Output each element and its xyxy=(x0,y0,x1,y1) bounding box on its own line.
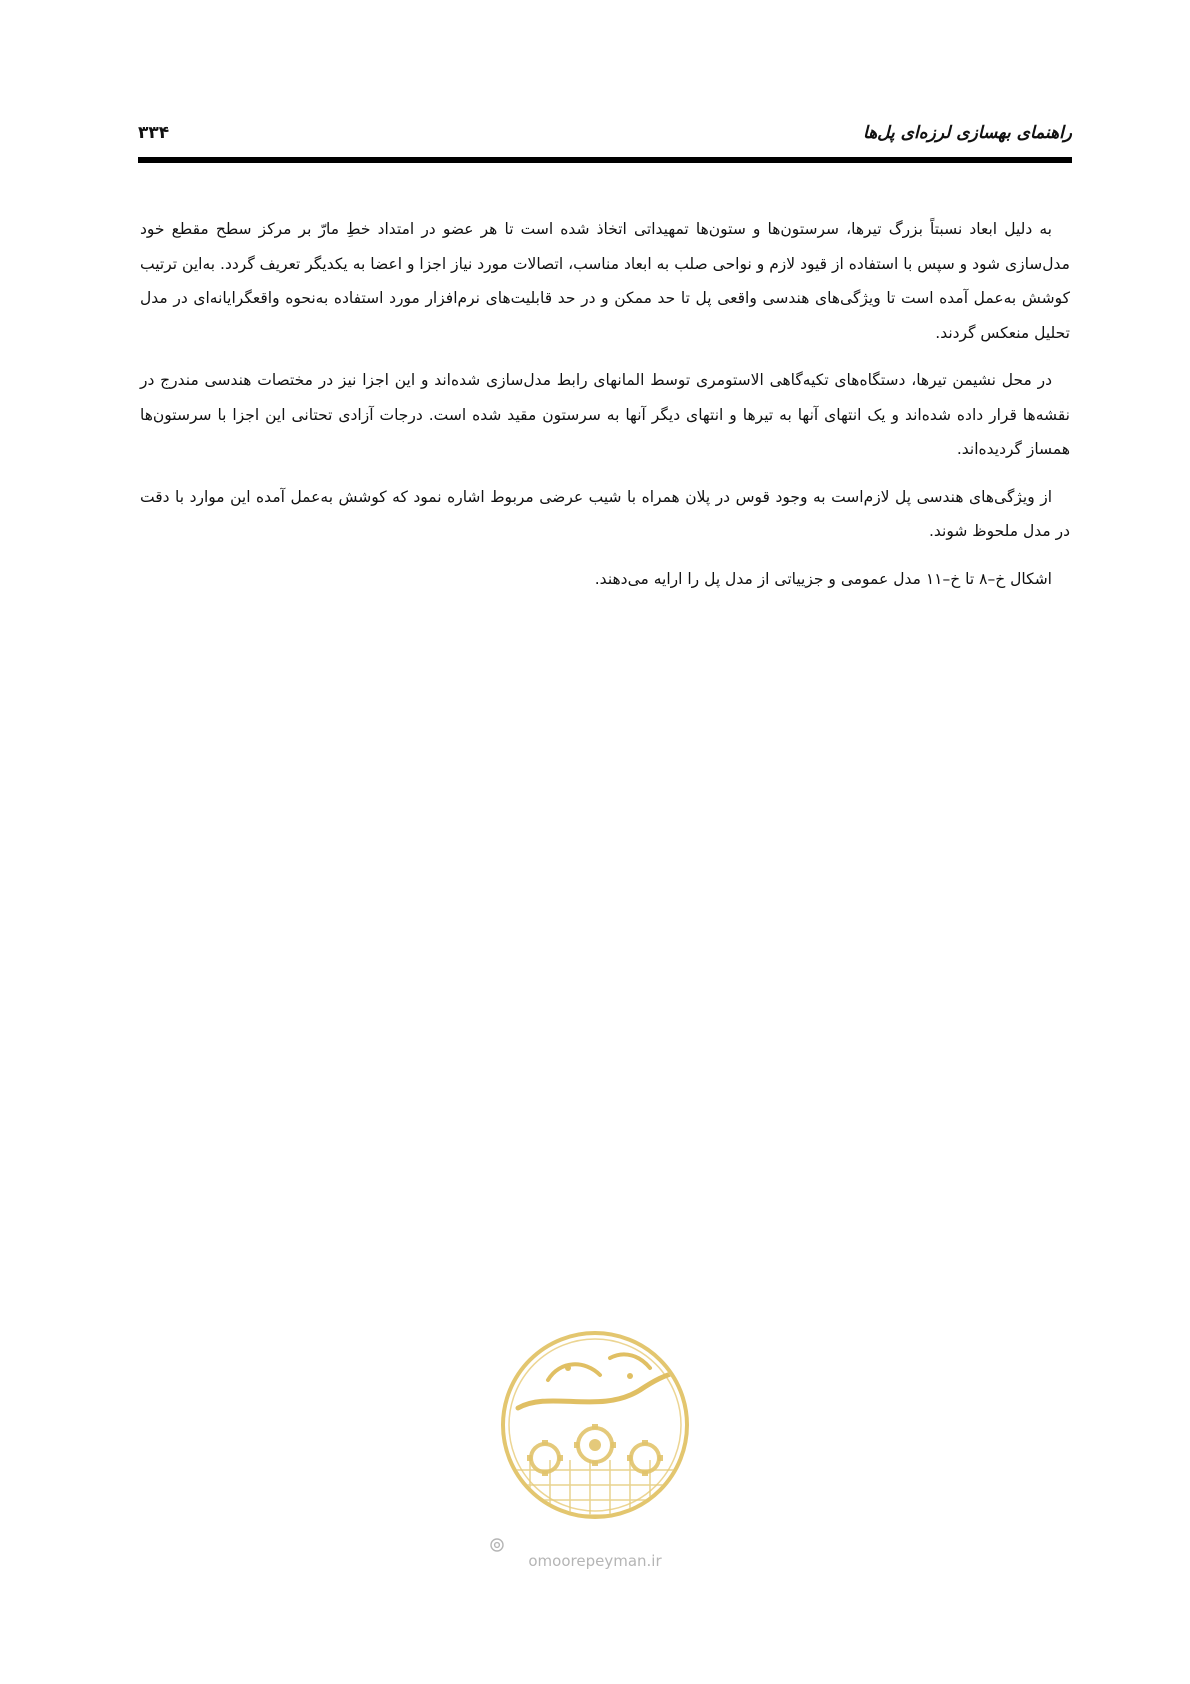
paragraph-1: به دلیل ابعاد نسبتاً بزرگ تیرها، سرستون‌ها و ستون‌ها تمهیداتی اتخاذ شده است تا هر عضو در امتداد خطِ مارّ بر مرکز سطح مقطع خود مدل‌سازی شود و سپس با استفاده از قیود لازم و نواحی صلب به ابعاد مناسب، اتصالات مورد نیاز اجزا و اعضا به یکدیگر تعریف گردد. به‌این ترتیب کوشش به‌عمل آمده است تا ویژگی‌های هندسی واقعی پل تا حد ممکن و در حد قابلیت‌های نرم‌افزار مورد استفاده به‌نحوه واقعگرایانه‌ای در مدل تحلیل منعکس گردند. xyxy=(140,220,1070,342)
watermark-logo xyxy=(490,1320,700,1570)
running-title: راهنمای بهسازی لرزه‌ای پل‌ها xyxy=(863,123,1072,143)
paragraph-3: از ویژگی‌های هندسی پل لازم‌است به وجود قوس در پلان همراه با شیب عرضی مربوط اشاره نمود که کوشش به‌عمل آمده این موارد با دقت در مدل ملحوظ شوند. xyxy=(140,487,1070,540)
page-header xyxy=(138,118,1072,148)
at-sign-icon xyxy=(490,1538,504,1552)
watermark-url-text: omoorepeyman.ir xyxy=(528,1552,662,1570)
page-number: ۳۳۴ xyxy=(138,123,170,143)
paragraph-2: در محل نشیمن تیرها، دستگاه‌های تکیه‌گاهی الاستومری توسط المانهای رابط مدل‌سازی شده‌اند و این اجزا نیز در مختصات هندسی مندرج در نقشه‌ها قرار داده شده‌اند و یک انتهای آنها به تیرها و انتهای دیگر آنها به سرستون مقید شده است. درجات آزادی تحتانی این اجزا با سرستون‌ها همساز گردیده‌اند. xyxy=(140,371,1070,458)
watermark-seal-icon xyxy=(490,1320,700,1530)
watermark-url xyxy=(490,1538,700,1570)
paragraph-4: اشکال خ–۸ تا خ–۱۱ مدل عمومی و جزییاتی از مدل پل را ارایه می‌دهند. xyxy=(594,569,1052,588)
body-text xyxy=(140,212,1070,609)
header-rule xyxy=(138,157,1072,163)
